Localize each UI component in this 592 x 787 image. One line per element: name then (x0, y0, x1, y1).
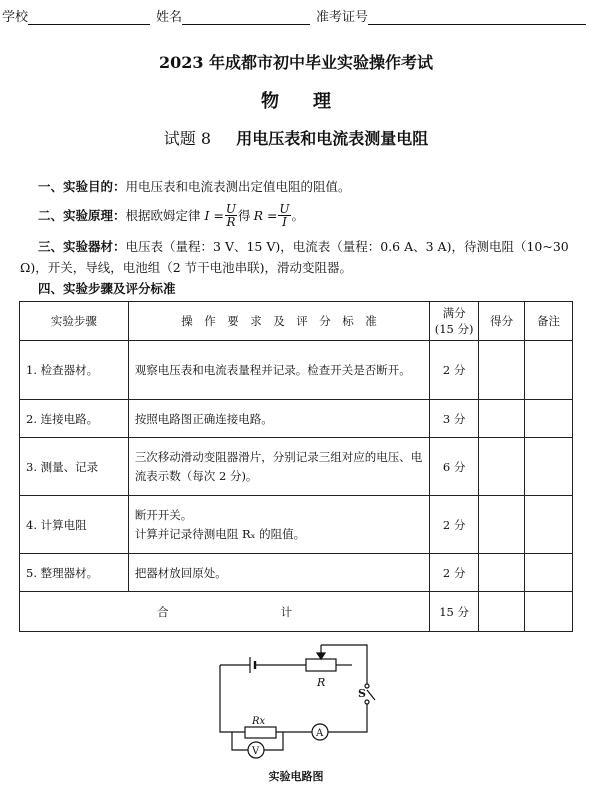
row-criteria: 按照电路图正确连接电路。 (128, 400, 429, 438)
principle-text: 根据欧姆定律 (125, 207, 201, 223)
total-value: 15 分 (430, 592, 479, 632)
header-note: 备注 (525, 302, 573, 341)
row-score-cell[interactable] (479, 400, 525, 438)
label-A: A (316, 728, 324, 739)
purpose-text: 用电压表和电流表测出定值电阻的阻值。 (125, 179, 351, 194)
name-field[interactable] (182, 10, 310, 25)
table-row (20, 341, 573, 400)
principle-label: 二、实验原理： (38, 207, 126, 223)
circuit-diagram (200, 640, 390, 768)
section-purpose (20, 176, 576, 197)
name-label: 姓名 (156, 10, 183, 25)
section-steps (20, 278, 576, 299)
row-score-cell[interactable] (479, 438, 525, 496)
scoring-table (19, 301, 573, 632)
exam-header (2, 6, 586, 25)
formula-I: I = (204, 207, 224, 223)
topic-number: 试题 8 (163, 129, 212, 148)
row-note-cell[interactable] (525, 554, 573, 592)
table-header-row (20, 302, 573, 341)
exam-title: 2023 年成都市初中毕业实验操作考试 (158, 53, 434, 72)
wire-bottom-left (220, 665, 245, 732)
table-row (20, 496, 573, 554)
principle-mid: 得 (238, 207, 251, 223)
total-label (20, 592, 430, 632)
switch-contact-bottom (365, 700, 369, 704)
section-principle (20, 200, 576, 230)
table-row (20, 554, 573, 592)
table-row (20, 400, 573, 438)
total-note-cell[interactable] (525, 592, 573, 632)
row-note-cell[interactable] (525, 400, 573, 438)
row-full: 6 分 (430, 438, 479, 496)
label-S: S (358, 687, 366, 700)
subject-title: 物理 (261, 91, 365, 112)
school-label: 学校 (2, 10, 29, 25)
purpose-label: 一、实验目的： (38, 179, 126, 194)
principle-end: 。 (291, 207, 305, 223)
row-full: 3 分 (430, 400, 479, 438)
label-R: R (317, 676, 326, 689)
total-label-a: 合 (157, 604, 169, 619)
row-criteria: 三次移动滑动变阻器滑片，分别记录三组对应的电压、电流表示数（每次 2 分)。 (128, 438, 429, 496)
header-full (430, 302, 479, 341)
ticket-field[interactable] (368, 10, 586, 25)
diagram-caption: 实验电路图 (268, 770, 324, 783)
row-full: 2 分 (430, 554, 479, 592)
header-full-label: 满分 (442, 306, 466, 320)
section-equipment (20, 236, 576, 278)
equipment-label: 三、实验器材： (38, 239, 126, 254)
header-step: 实验步骤 (20, 302, 129, 341)
label-Rx: Rx (252, 716, 266, 727)
row-note-cell[interactable] (525, 496, 573, 554)
row-step: 4. 计算电阻 (20, 496, 129, 554)
rheostat-R (306, 659, 336, 671)
header-full-sub: (15 分) (434, 322, 474, 336)
row-score-cell[interactable] (479, 554, 525, 592)
fraction-U-over-I: $\frac{U}{I}$ (279, 201, 290, 229)
switch-S (367, 690, 375, 700)
row-step: 5. 整理器材。 (20, 554, 129, 592)
ticket-label: 准考证号 (316, 10, 369, 25)
school-field[interactable] (28, 10, 150, 25)
equipment-text: 电压表（量程：3 V、15 V)，电流表（量程：0.6 A、3 A)，待测电阻（10~30 Ω)，开关，导线，电池组（2 节干电池串联)，滑动变阻器。 (20, 239, 569, 275)
row-criteria-line2: 计算并记录待测电阻 Rₓ 的阻值。 (134, 526, 306, 541)
row-full: 2 分 (430, 496, 479, 554)
total-score-cell[interactable] (479, 592, 525, 632)
formula-R: R = (253, 207, 278, 223)
row-criteria: 把器材放回原处。 (128, 554, 429, 592)
row-note-cell[interactable] (525, 438, 573, 496)
row-score-cell[interactable] (479, 496, 525, 554)
slider-arrow (317, 653, 325, 659)
table-total-row (20, 592, 573, 632)
row-full: 2 分 (430, 341, 479, 400)
fraction-U-over-R: $\frac{U}{R}$ (225, 201, 237, 229)
row-step: 1. 检查器材。 (20, 341, 129, 400)
row-criteria (128, 496, 429, 554)
table-row (20, 438, 573, 496)
topic-name: 用电压表和电流表测量电阻 (236, 129, 429, 148)
label-V: V (252, 746, 260, 757)
steps-label: 四、实验步骤及评分标准 (38, 281, 176, 296)
topic-title (0, 126, 592, 149)
row-step: 3. 测量、记录 (20, 438, 129, 496)
total-label-b: 计 (280, 604, 293, 619)
header-score: 得分 (479, 302, 525, 341)
row-note-cell[interactable] (525, 341, 573, 400)
header-criteria: 操 作 要 求 及 评 分 标 准 (128, 302, 429, 341)
wire-right-lower (328, 704, 367, 732)
row-score-cell[interactable] (479, 341, 525, 400)
row-criteria-line1: 断开开关。 (134, 507, 193, 522)
row-criteria: 观察电压表和电流表量程并记录。检查开关是否断开。 (128, 341, 429, 400)
row-step: 2. 连接电路。 (20, 400, 129, 438)
resistor-Rx (245, 727, 276, 738)
